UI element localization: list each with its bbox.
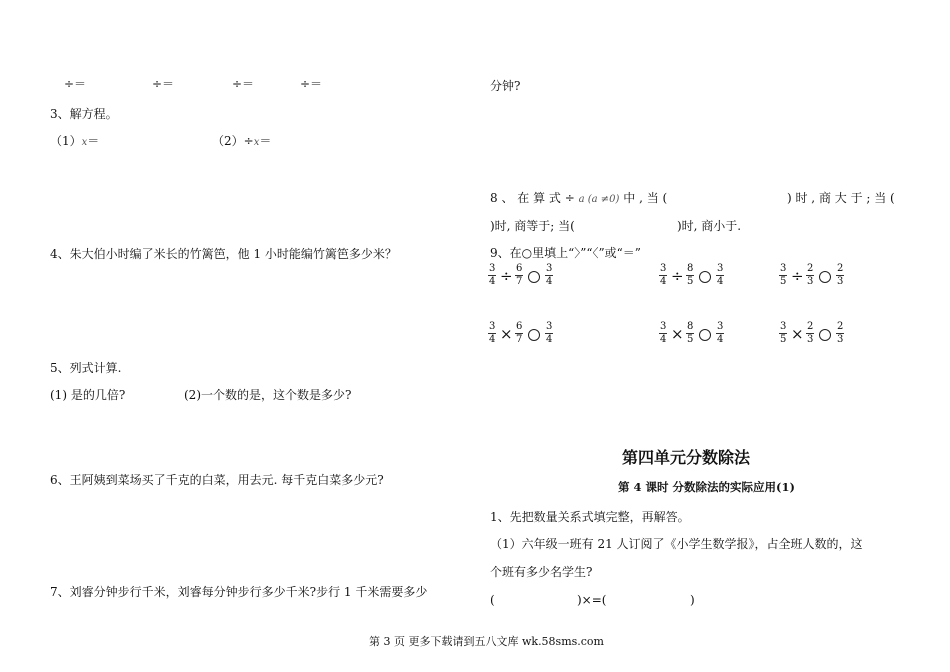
q9-row2-item3-fraction-b-denominator: 3	[807, 334, 814, 345]
q9-row2-item2-operator: ×	[671, 325, 684, 343]
q9-row1-item2-fraction-b-denominator: 5	[687, 276, 694, 287]
q9-row1-item1-fraction-c-numerator: 3	[546, 263, 553, 274]
q9-row2-item2-fraction-c-numerator: 3	[717, 321, 724, 332]
q8-line1	[490, 192, 667, 205]
div-blank-2: ÷＝	[152, 77, 175, 91]
q9-row1-item1-answer-circle[interactable]	[528, 271, 540, 283]
q9-row2-item1-fraction-b-numerator: 6	[516, 321, 523, 332]
div-blank-1: ÷＝	[64, 77, 87, 91]
q9-row2-item1-fraction-c-denominator: 4	[546, 334, 553, 345]
page-footer: 第 3 页 更多下载请到五八文库 wk.58sms.com	[369, 635, 604, 648]
q9-row1-item1-fraction-a-numerator: 3	[489, 263, 496, 274]
div-blank-4: ÷＝	[300, 77, 323, 91]
q9-row1-item1-fraction-a-denominator: 4	[489, 276, 496, 287]
q9-row1-item2-fraction-b	[686, 264, 694, 287]
q9-row2-item2-fraction-b	[686, 322, 694, 345]
q9-row1-item3-fraction-b-denominator: 3	[807, 276, 814, 287]
q9-row2-item1-fraction-a-denominator: 4	[489, 334, 496, 345]
q7-continuation: 分钟?	[490, 79, 521, 93]
q9-row1-item3-fraction-a	[779, 264, 787, 287]
q9-row1-item1-fraction-b	[515, 264, 523, 287]
q3-part2-var: x	[253, 137, 260, 148]
q8-line2-a: )时, 商等于; 当(	[490, 219, 575, 233]
q3-part2	[212, 135, 271, 148]
lesson-title: 第 4 课时 分数除法的实际应用(1)	[618, 480, 795, 494]
q9-row2-item3-fraction-a	[779, 322, 787, 345]
q9-row1-item3-fraction-c	[836, 264, 844, 287]
q3-heading: 3、解方程。	[50, 107, 118, 121]
q9-row1-item3-fraction-b-numerator: 2	[807, 263, 814, 274]
q9-row1-item3-fraction-a-denominator: 5	[780, 276, 787, 287]
q8-line1-c: ) 时 , 商 大 于 ; 当 (	[787, 191, 895, 205]
q8-line1-var: a (a ≠0)	[578, 194, 620, 205]
q9-row2-item1-fraction-b-denominator: 7	[516, 334, 523, 345]
formula-close: )	[690, 593, 695, 607]
q3-part2-eq: ＝	[259, 134, 272, 148]
q9-row1-item2-answer-circle[interactable]	[699, 271, 711, 283]
q5-part1: (1) 是的几倍?	[50, 388, 126, 402]
q9-row1-item2-fraction-c-denominator: 4	[717, 276, 724, 287]
q9-row1-item3-answer-circle[interactable]	[819, 271, 831, 283]
s1-part1-line1: （1）六年级一班有 21 人订阅了《小学生数学报》，占全班人数的，这	[490, 537, 863, 551]
q9-row2-item2-answer-circle[interactable]	[699, 329, 711, 341]
q9-row2-item1-fraction-b	[515, 322, 523, 345]
div-blank-3: ÷＝	[232, 77, 255, 91]
q3-part1-label: （1）	[50, 134, 82, 148]
q9-row1-item2-fraction-a	[659, 264, 667, 287]
q9-row2-item2-fraction-a	[659, 322, 667, 345]
q6-text: 6、王阿姨到菜场买了千克的白菜，用去元. 每千克白菜多少元?	[50, 473, 384, 487]
q9-row1-item2-fraction-a-numerator: 3	[660, 263, 667, 274]
q9-row1-item2-fraction-c	[716, 264, 724, 287]
q9-row2-item2-fraction-a-numerator: 3	[660, 321, 667, 332]
q5-heading: 5、列式计算.	[50, 361, 122, 375]
q9-row1-item3-fraction-c-denominator: 3	[837, 276, 844, 287]
q9-row1-item1-fraction-b-denominator: 7	[516, 276, 523, 287]
q9-row1-item2-operator: ÷	[671, 267, 684, 285]
q8-line1-b: 中 , 当 (	[623, 191, 668, 205]
q9-row1-item2-fraction-b-numerator: 8	[687, 263, 694, 274]
unit-title: 第四单元分数除法	[622, 448, 751, 467]
q9-row2-item3-fraction-a-denominator: 5	[780, 334, 787, 345]
q9-row2-item2-fraction-c	[716, 322, 724, 345]
q9-row2-item1-fraction-a	[488, 322, 496, 345]
q9-row2-item2-fraction-c-denominator: 4	[717, 334, 724, 345]
q9-row1-item1-operator: ÷	[500, 267, 513, 285]
s1-part1-line2: 个班有多少名学生?	[490, 565, 593, 579]
q9-row1-item2-fraction-a-denominator: 4	[660, 276, 667, 287]
q3-part1	[50, 135, 99, 148]
q9-row2-item3-fraction-c-denominator: 3	[837, 334, 844, 345]
q7-text: 7、刘睿分钟步行千米，刘睿每分钟步行多少千米?步行 1 千米需要多少	[50, 585, 428, 599]
q9-row1-item1-fraction-c-denominator: 4	[546, 276, 553, 287]
q9-row1-item3-operator: ÷	[791, 267, 804, 285]
q9-row2-item2-fraction-b-numerator: 8	[687, 321, 694, 332]
q9-row1-item1-fraction-a	[488, 264, 496, 287]
q9-row1-item3-fraction-c-numerator: 2	[837, 263, 844, 274]
q3-part1-eq: ＝	[87, 134, 100, 148]
formula-mid: )×=(	[577, 593, 607, 607]
q9-row2-item1-answer-circle[interactable]	[528, 329, 540, 341]
s1-heading: 1、先把数量关系式填完整，再解答。	[490, 510, 690, 524]
q8-line2-b: )时, 商小于.	[677, 219, 742, 233]
q9-row2-item3-answer-circle[interactable]	[819, 329, 831, 341]
q9-row1-item1-fraction-c	[545, 264, 553, 287]
q9-row2-item3-fraction-c	[836, 322, 844, 345]
q9-row1-item2-fraction-c-numerator: 3	[717, 263, 724, 274]
q9-row2-item2-fraction-a-denominator: 4	[660, 334, 667, 345]
q9-row2-item2-fraction-b-denominator: 5	[687, 334, 694, 345]
q9-row2-item3-fraction-a-numerator: 3	[780, 321, 787, 332]
q9-row2-item3-fraction-b-numerator: 2	[807, 321, 814, 332]
q9-row2-item1-fraction-c-numerator: 3	[546, 321, 553, 332]
q3-part1-var: x	[81, 137, 88, 148]
q9-row2-item1-operator: ×	[500, 325, 513, 343]
q8-line1-a: 8 、 在 算 式 ÷	[490, 191, 575, 205]
formula-open: (	[490, 593, 495, 607]
q9-row2-item1-fraction-a-numerator: 3	[489, 321, 496, 332]
q3-part2-label: （2）÷	[212, 134, 254, 148]
q9-row2-item3-operator: ×	[791, 325, 804, 343]
q5-part2: (2)一个数的是，这个数是多少?	[184, 388, 352, 402]
q4-text: 4、朱大伯小时编了米长的竹篱笆，他 1 小时能编竹篱笆多少米？	[50, 247, 397, 261]
q9-row1-item3-fraction-a-numerator: 3	[780, 263, 787, 274]
q9-row2-item1-fraction-c	[545, 322, 553, 345]
q9-row1-item1-fraction-b-numerator: 6	[516, 263, 523, 274]
q9-row2-item3-fraction-c-numerator: 2	[837, 321, 844, 332]
q9-heading: 9、在○里填上“〉”“〈”或“＝”	[490, 246, 641, 260]
q9-row2-item3-fraction-b	[806, 322, 814, 345]
q9-row1-item3-fraction-b	[806, 264, 814, 287]
